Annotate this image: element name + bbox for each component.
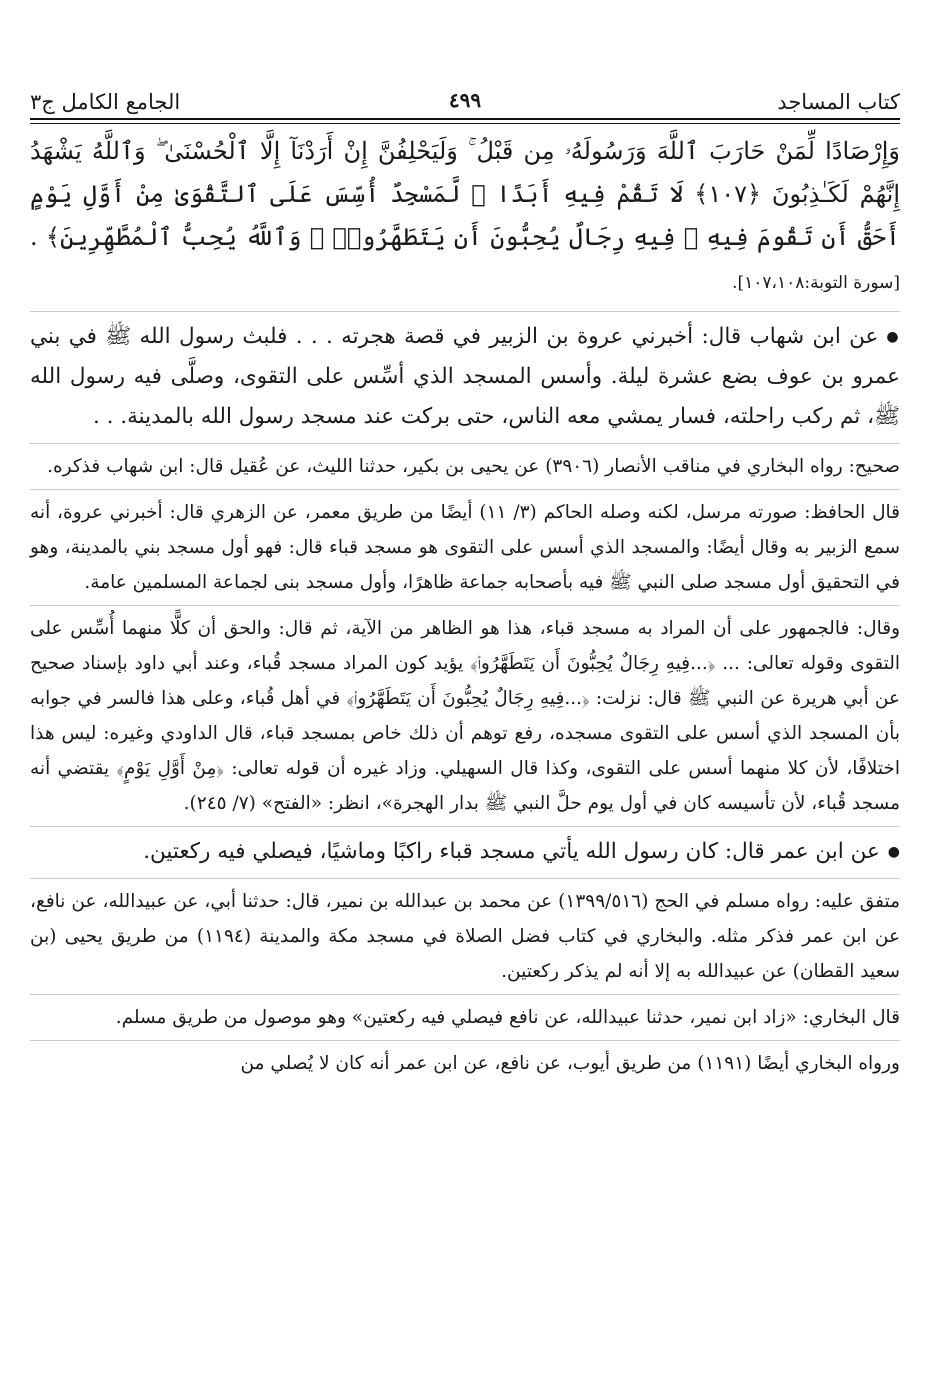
- page-number: ٤٩٩: [448, 88, 482, 112]
- divider: [30, 878, 900, 879]
- hadith-text: [30, 317, 900, 437]
- verse-reference: [سورة التوبة:١٠٧،١٠٨].: [732, 273, 900, 293]
- header-rule: [30, 118, 900, 120]
- divider: [30, 443, 900, 444]
- verse-text: وَإِرْصَادًا لِّمَنْ حَارَبَ ٱللَّهَ وَرَسُولَهُۥ مِن قَبْلُ ۚ وَلَيَحْلِفُنَّ إِنْ أَرَدْنَآ إِلَّا ٱلْحُسْنَىٰ ۖ وَٱللَّهُ يَشْهَدُ إِنَّهُمْ لَكَـٰذِبُونَ ﴿١٠٧﴾ لَا تَقُمْ فِيهِ أَبَدًا ۚ لَّمَسْجِدٌ أُسِّسَ عَلَى ٱلتَّقْوَىٰ مِنْ أَوَّلِ يَوْمٍ أَحَقُّ أَن تَقُومَ فِيهِ ۚ فِيهِ رِجَالٌ يُحِبُّونَ أَن يَتَطَهَّرُوا۟ ۚ وَٱللَّهُ يُحِبُّ ٱلْمُطَّهِّرِينَ﴾ .: [30, 137, 900, 251]
- running-header: [30, 72, 900, 118]
- divider: [30, 1040, 900, 1041]
- divider: [30, 605, 900, 606]
- commentary-note: وقال: فالجمهور على أن المراد به مسجد قباء، هذا هو الظاهر من الآية، ثم قال: والحق أن كلًّا منهما أُسِّس على التقوى وقوله تعالى: ... ﴿...فِيهِ رِجَالٌ يُحِبُّونَ أَن يَتَطَهَّرُوا۟﴾ يؤيد كون المراد مسجد قُباء، وعند أبي داود بإسناد صحيح عن أبي هريرة عن النبي ﷺ قال: نزلت: ﴿...فِيهِ رِجَالٌ يُحِبُّونَ أَن يَتَطَهَّرُوا۟﴾ في أهل قُباء، وعلى هذا فالسر في جوابه بأن المسجد الذي أسس على التقوى مسجده، رفع توهم أن ذلك خاص بمسجد قباء، قال الداودي وغيره: ليس هذا اختلافًا، لأن كلا منهما أسس على التقوى، وكذا قال السهيلي. وزاد غيره أن قوله تعالى: ﴿مِنْ أَوَّلِ يَوْمٍ﴾ يقتضي أنه مسجد قُباء، لأن تأسيسه كان في أول يوم حلَّ النبي ﷺ بدار الهجرة»، انظر: «الفتح» (٧/ ٢٤٥).: [30, 618, 900, 814]
- header-rule-thin: [30, 123, 900, 124]
- takhrij-note: صحيح: رواه البخاري في مناقب الأنصار (٣٩٠٦) عن يحيى بن بكير، حدثنا الليث، عن عُقيل قال: ابن شهاب فذكره.: [47, 456, 900, 477]
- chapter-title: كتاب المساجد: [777, 90, 900, 114]
- bullet-icon: ●: [887, 844, 900, 860]
- commentary-note: قال البخاري: «زاد ابن نمير، حدثنا عبيدالله، عن نافع فيصلي فيه ركعتين» وهو موصول من طريق مسلم.: [115, 1007, 900, 1028]
- bullet-icon: ●: [886, 329, 901, 345]
- page-body: [30, 130, 900, 1085]
- hadith-body: عن ابن عمر قال: كان رسول الله يأتي مسجد قباء راكبًا وماشيًا، فيصلي فيه ركعتين.: [143, 839, 880, 864]
- commentary-note: قال الحافظ: صورته مرسل، لكنه وصله الحاكم (٣/ ١١) أيضًا من طريق معمر، عن الزهري قال: أخبرني عروة، أنه سمع الزبير به وقال أيضًا: والمسجد الذي أسس على التقوى هو مسجد قباء قال: فهو أول مسجد بني بالمدينة، وهو في التحقيق أول مسجد صلى النبي ﷺ فيه بأصحابه جماعة ظاهرًا، وأول مسجد بنى لجماعة المسلمين عامة.: [30, 502, 900, 593]
- divider: [30, 826, 900, 827]
- divider: [30, 489, 900, 490]
- hadith-body: عن ابن شهاب قال: أخبرني عروة بن الزبير في قصة هجرته . . . فلبث رسول الله ﷺ في بني عمرو بن عوف بضع عشرة ليلة. وأسس المسجد الذي أسِّس على التقوى، وصلَّى فيه رسول الله ﷺ، ثم ركب راحلته، فسار يمشي معه الناس، حتى بركت عند مسجد رسول الله بالمدينة. . .: [30, 324, 900, 429]
- book-title: الجامع الكامل ج٣: [30, 90, 181, 114]
- divider: [30, 311, 900, 312]
- quran-verse: [30, 130, 900, 305]
- commentary-note: ورواه البخاري أيضًا (١١٩١) من طريق أيوب، عن نافع، عن ابن عمر أنه كان لا يُصلي من: [240, 1053, 900, 1074]
- takhrij-note: متفق عليه: رواه مسلم في الحج (١٣٩٩/٥١٦) عن محمد بن عبدالله بن نمير، قال: حدثنا أبي، عن عبيدالله، عن نافع، عن ابن عمر فذكر مثله. والبخاري في كتاب فضل الصلاة في مسجد مكة والمدينة (١١٩٤) من طريق يحيى (بن سعيد القطان) عن عبيدالله به إلا أنه لم يذكر ركعتين.: [30, 891, 900, 982]
- divider: [30, 994, 900, 995]
- hadith-text: [30, 832, 900, 872]
